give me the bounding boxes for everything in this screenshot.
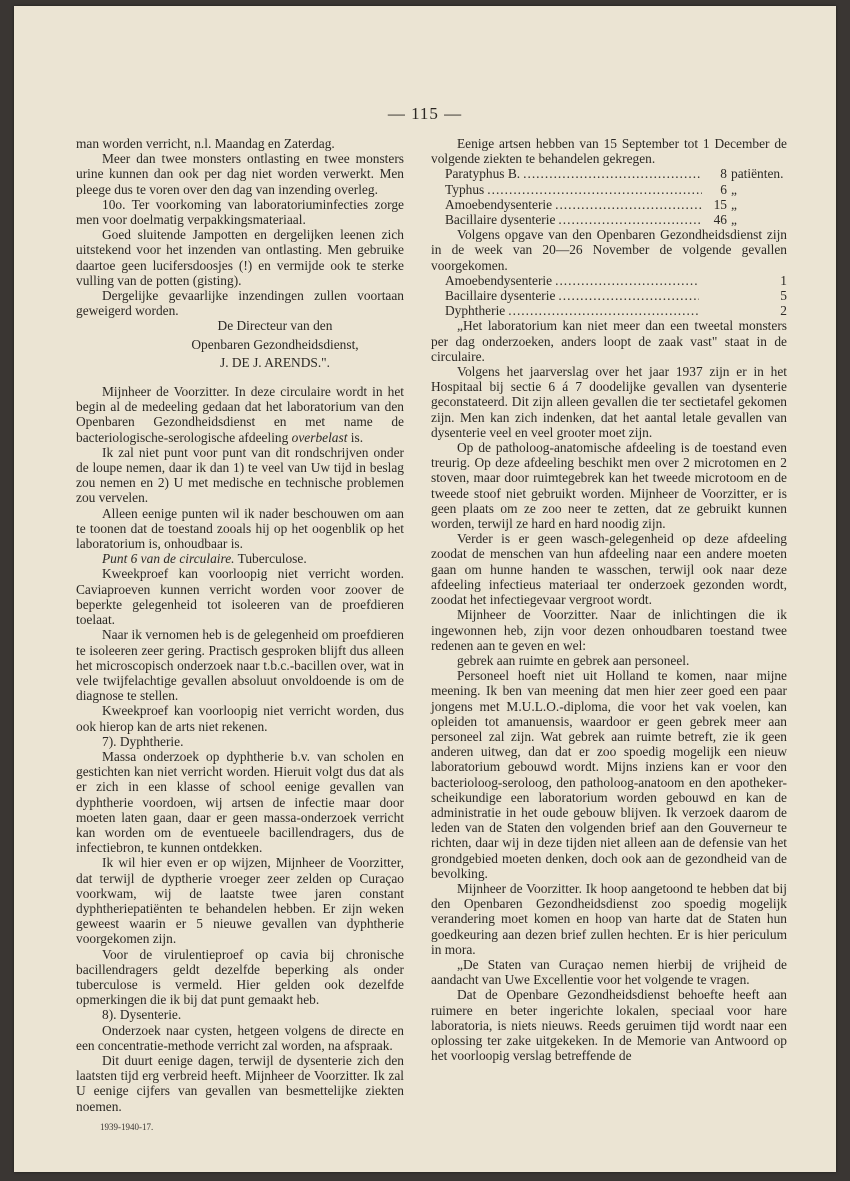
signature-line: De Directeur van den bbox=[217, 318, 333, 334]
list-item bbox=[431, 273, 787, 288]
disease-name: Amoebendysenterie bbox=[445, 196, 553, 212]
case-count: 15 bbox=[713, 196, 727, 212]
section-heading: 7). Dyphtherie. bbox=[102, 733, 184, 749]
disease-list bbox=[431, 166, 787, 227]
paragraph: Op de patholoog-anatomische afdeeling is de toestand even treurig. Op deze afdeeling beschikt men over 2 microtomen en 2 stoven, maar door ruimtegebrek kan het tweede microtoom en de tweede stoof niet gebruikt worden. Mijnheer de Voorzitter, er is geen plaats om ze zoo neer te zetten, dat ze gebruikt kunnen worden, terwijl ze hard en hard noodig zijn. bbox=[431, 440, 787, 532]
weekly-case-list bbox=[431, 273, 787, 319]
document-page bbox=[14, 6, 836, 1172]
paragraph: Goed sluitende Jampotten en dergelijken leenen zich uitstekend voor het inzenden van ontlasting. Men gebruike daartoe geen lucifersdoosjes (!) en vermijde ook te sterke vulling van de potten (gisting). bbox=[76, 227, 404, 288]
paragraph: Dergelijke gevaarlijke inzendingen zullen voortaan geweigerd worden. bbox=[76, 288, 404, 319]
paragraph: Volgens het jaarverslag over het jaar 1937 zijn er in het Hospitaal bij sectie 6 á 7 doodelijke gevallen van dysenterie geconstateerd. Dit zijn alleen gevallen die ter sectietafel gekomen zijn. Men kan zich indenken, dat het aantal letale gevallen van dysenterie veel en veel grooter moet zijn. bbox=[431, 364, 787, 440]
paragraph-text: is. bbox=[347, 429, 364, 445]
section-heading: 8). Dysenterie. bbox=[102, 1007, 182, 1023]
list-item bbox=[431, 182, 787, 197]
list-item bbox=[431, 303, 787, 318]
paragraph bbox=[76, 384, 404, 445]
paragraph: Naar ik vernomen heb is de gelegenheid om proefdieren te isoleeren zeer gering. Practisch gesproken blijft dus alleen het microscopisch onderzoek naar t.b.c.-bacillen over, wat in vele twijfelachtige gevallen absoluut onvoldoende is om de diagnose te stellen. bbox=[76, 627, 404, 704]
page-number: — 115 — bbox=[387, 104, 463, 123]
list-item bbox=[431, 166, 787, 181]
case-unit: „ bbox=[731, 196, 737, 212]
case-unit: „ bbox=[731, 181, 737, 197]
case-count: 6 bbox=[720, 181, 727, 197]
heading-text: Tuberculose. bbox=[234, 551, 307, 567]
paragraph: Verder is er geen wasch-gelegenheid op deze afdeeling zoodat de menschen van hun afdeeling naar een andere moeten gaan om hunne handen te wasschen, terwijl ook naar deze afdeeling infectieus materiaal ter onderzoek gezonden wordt, zoodat het infectiegevaar vergroot wordt. bbox=[431, 531, 787, 608]
paragraph: Eenige artsen hebben van 15 September tot 1 December de volgende ziekten te behandelen gekregen. bbox=[431, 136, 787, 167]
paragraph: Onderzoek naar cysten, hetgeen volgens de directe en een concentratie-methode verricht zal worden, na afspraak. bbox=[76, 1022, 404, 1053]
case-count: 8 bbox=[720, 166, 727, 182]
paragraph: Kweekproef kan voorloopig niet verricht worden, dus ook hierop kan de arts niet rekenen. bbox=[76, 703, 404, 734]
signature-line: Openbaren Gezondheidsdienst, bbox=[191, 336, 359, 352]
emphasis: Punt 6 van de circulaire. bbox=[102, 551, 235, 567]
case-unit: „ bbox=[731, 212, 737, 228]
paragraph: Dit duurt eenige dagen, terwijl de dysenterie zich den laatsten tijd erg verbreid heeft. Mijnheer de Voorzitter. Ik zal U eenige cijfers van gevallen van besmettelijke ziekten noemen. bbox=[76, 1052, 404, 1114]
paragraph: Mijnheer de Voorzitter. Naar de inlichtingen die ik ingewonnen heb, zijn voor dezen onhoudbaren toestand twee redenen aan te geven en wel: bbox=[431, 607, 787, 653]
disease-name: Bacillaire dysenterie bbox=[445, 212, 556, 228]
paragraph: „De Staten van Curaçao nemen hierbij de vrijheid de aandacht van Uwe Excellentie voor het volgende te vragen. bbox=[431, 956, 787, 988]
right-column bbox=[431, 136, 787, 1063]
paragraph: Meer dan twee monsters ontlasting en twee monsters urine kunnen dan ook per dag niet worden verwerkt. Men pleege dus te voren over den dag van inzending overleg. bbox=[76, 151, 404, 197]
paragraph-text: Mijnheer de Voorzitter. In deze circulaire wordt in het begin al de medeeling gedaan dat het laboratorium van den Openbaren Gezondheidsdienst en met name de bacteriologische-serologische afdeeling bbox=[76, 384, 404, 445]
list-item bbox=[431, 212, 787, 227]
paragraph: Dat de Openbare Gezondheidsdienst behoefte heeft aan ruimere en beter ingerichte lokalen, speciaal voor hare laboratoria, is niets nieuws. Reeds geruimen tijd wordt naar een oplossing ter zake uitgekeken. In de Memorie van Antwoord op het voorloopig verslag betreffende de bbox=[431, 987, 787, 1064]
case-count: 46 bbox=[713, 212, 727, 228]
disease-name: Typhus bbox=[445, 181, 485, 197]
signature-name: J. DE J. ARENDS.". bbox=[219, 354, 330, 370]
paragraph: Ik wil hier even er op wijzen, Mijnheer de Voorzitter, dat terwijl de dyptherie vroeger zeer zelden op Curaçao voorkwam, wij de laatste twee jaren constant dyphtheriepatiënten te behandelen hebben. Er zijn weken geweest waarin er 5 nieuwe gevallen van dyphtherie voorgekomen zijn. bbox=[76, 855, 404, 947]
paragraph: Mijnheer de Voorzitter. Ik hoop aangetoond te hebben dat bij den Openbaren Gezondheidsdienst zoo spoedig mogelijk verandering moet komen en hoop van harte dat de Staten hun goedkeuring aan dezen brief zullen hechten. Er is hier periculum in mora. bbox=[431, 880, 787, 957]
disease-name: Bacillaire dysenterie bbox=[445, 288, 556, 304]
paragraph: Alleen eenige punten wil ik nader beschouwen om aan te toonen dat de toestand zooals hij op het oogenblik op het laboratorium is, onhoudbaar is. bbox=[76, 505, 404, 552]
disease-name: Dyphtherie bbox=[445, 303, 506, 319]
paragraph: „Het laboratorium kan niet meer dan een tweetal monsters per dag onderzoeken, anders loopt de zaak vast" staat in de circulaire. bbox=[431, 318, 787, 364]
paragraph: 10o. Ter voorkoming van laboratoriuminfecties zorge men voor doelmatig verpakkingsmateriaal. bbox=[76, 196, 404, 228]
list-item bbox=[431, 197, 787, 212]
paragraph: Personeel hoeft niet uit Holland te komen, naar mijne meening. Ik ben van meening dat men hier zeer goed een paar jongens met M.U.L.O.-diploma, die voor het vak voelen, kan opleiden tot amanuensis, waardoor er geen gebrek meer aan personeel zal zijn. Wat gebrek aan ruimte betreft, zie ik geen anderen uitweg, dan dat er zoo spoedig mogelijk een nieuw laboratorium gebouwd wordt. Mijns inziens kan er voor den bacterioloog-seroloog, den patholoog-anatoom en den apotheker-scheikundige een laboratorium worden gebouwd en kan de administratie in het oude gebouw blijven. Ik verzoek daarom de leden van de Staten den volgenden brief aan den Gouverneur te richten, daar wij in deze tijden niet alleen aan de defensie van het grondgebied moeten denken, doch ook aan de gezondheid van de bevolking. bbox=[431, 668, 787, 881]
case-count: 1 bbox=[780, 272, 787, 288]
case-unit: patiënten. bbox=[731, 166, 784, 182]
case-count: 5 bbox=[780, 288, 787, 304]
paragraph: Ik zal niet punt voor punt van dit rondschrijven onder de loupe nemen, daar ik dan 1) te veel van Uw tijd in beslag zou nemen en 2) U met medische en technische problemen zou vervelen. bbox=[76, 444, 404, 506]
paragraph: man worden verricht, n.l. Maandag en Zaterdag. bbox=[76, 136, 335, 151]
section-heading bbox=[76, 551, 404, 566]
paragraph: Voor de virulentieproef op cavia bij chronische bacillendragers geldt dezelfde beperking als onder tuberculose is vermeld. Hier gelden ook dezelfde opmerkingen die ik bij dat punt gemaakt heb. bbox=[76, 946, 404, 1008]
left-column bbox=[76, 136, 404, 1114]
paragraph: Massa onderzoek op dyphtherie b.v. van scholen en gestichten kan niet verricht worden. Hieruit volgt dus dat als er zich in een klasse of school eenige gevallen van dyphtherie voordoen, wij artsen de infectie maar door moeten laten gaan, daar er geen massa-onderzoek verricht kan worden om de eventueele bacillendragers, dus de infectiebron, te kunnen ontdekken. bbox=[76, 748, 404, 856]
case-count: 2 bbox=[780, 303, 787, 319]
list-item bbox=[431, 288, 787, 303]
paragraph: gebrek aan ruimte en gebrek aan personeel. bbox=[457, 652, 690, 668]
paragraph: Kweekproef kan voorloopig niet verricht worden. Caviaproeven kunnen verricht worden voor zoover de beperkte gelegenheid tot isoleeren van de proefdieren toelaat. bbox=[76, 566, 404, 628]
footer-code: 1939-1940-17. bbox=[100, 1122, 154, 1132]
disease-name: Amoebendysenterie bbox=[445, 272, 553, 288]
disease-name: Paratyphus B. bbox=[445, 166, 521, 182]
paragraph: Volgens opgave van den Openbaren Gezondheidsdienst zijn in de week van 20—26 November de volgende gevallen voorgekomen. bbox=[431, 227, 787, 273]
emphasis: overbelast bbox=[291, 429, 348, 445]
